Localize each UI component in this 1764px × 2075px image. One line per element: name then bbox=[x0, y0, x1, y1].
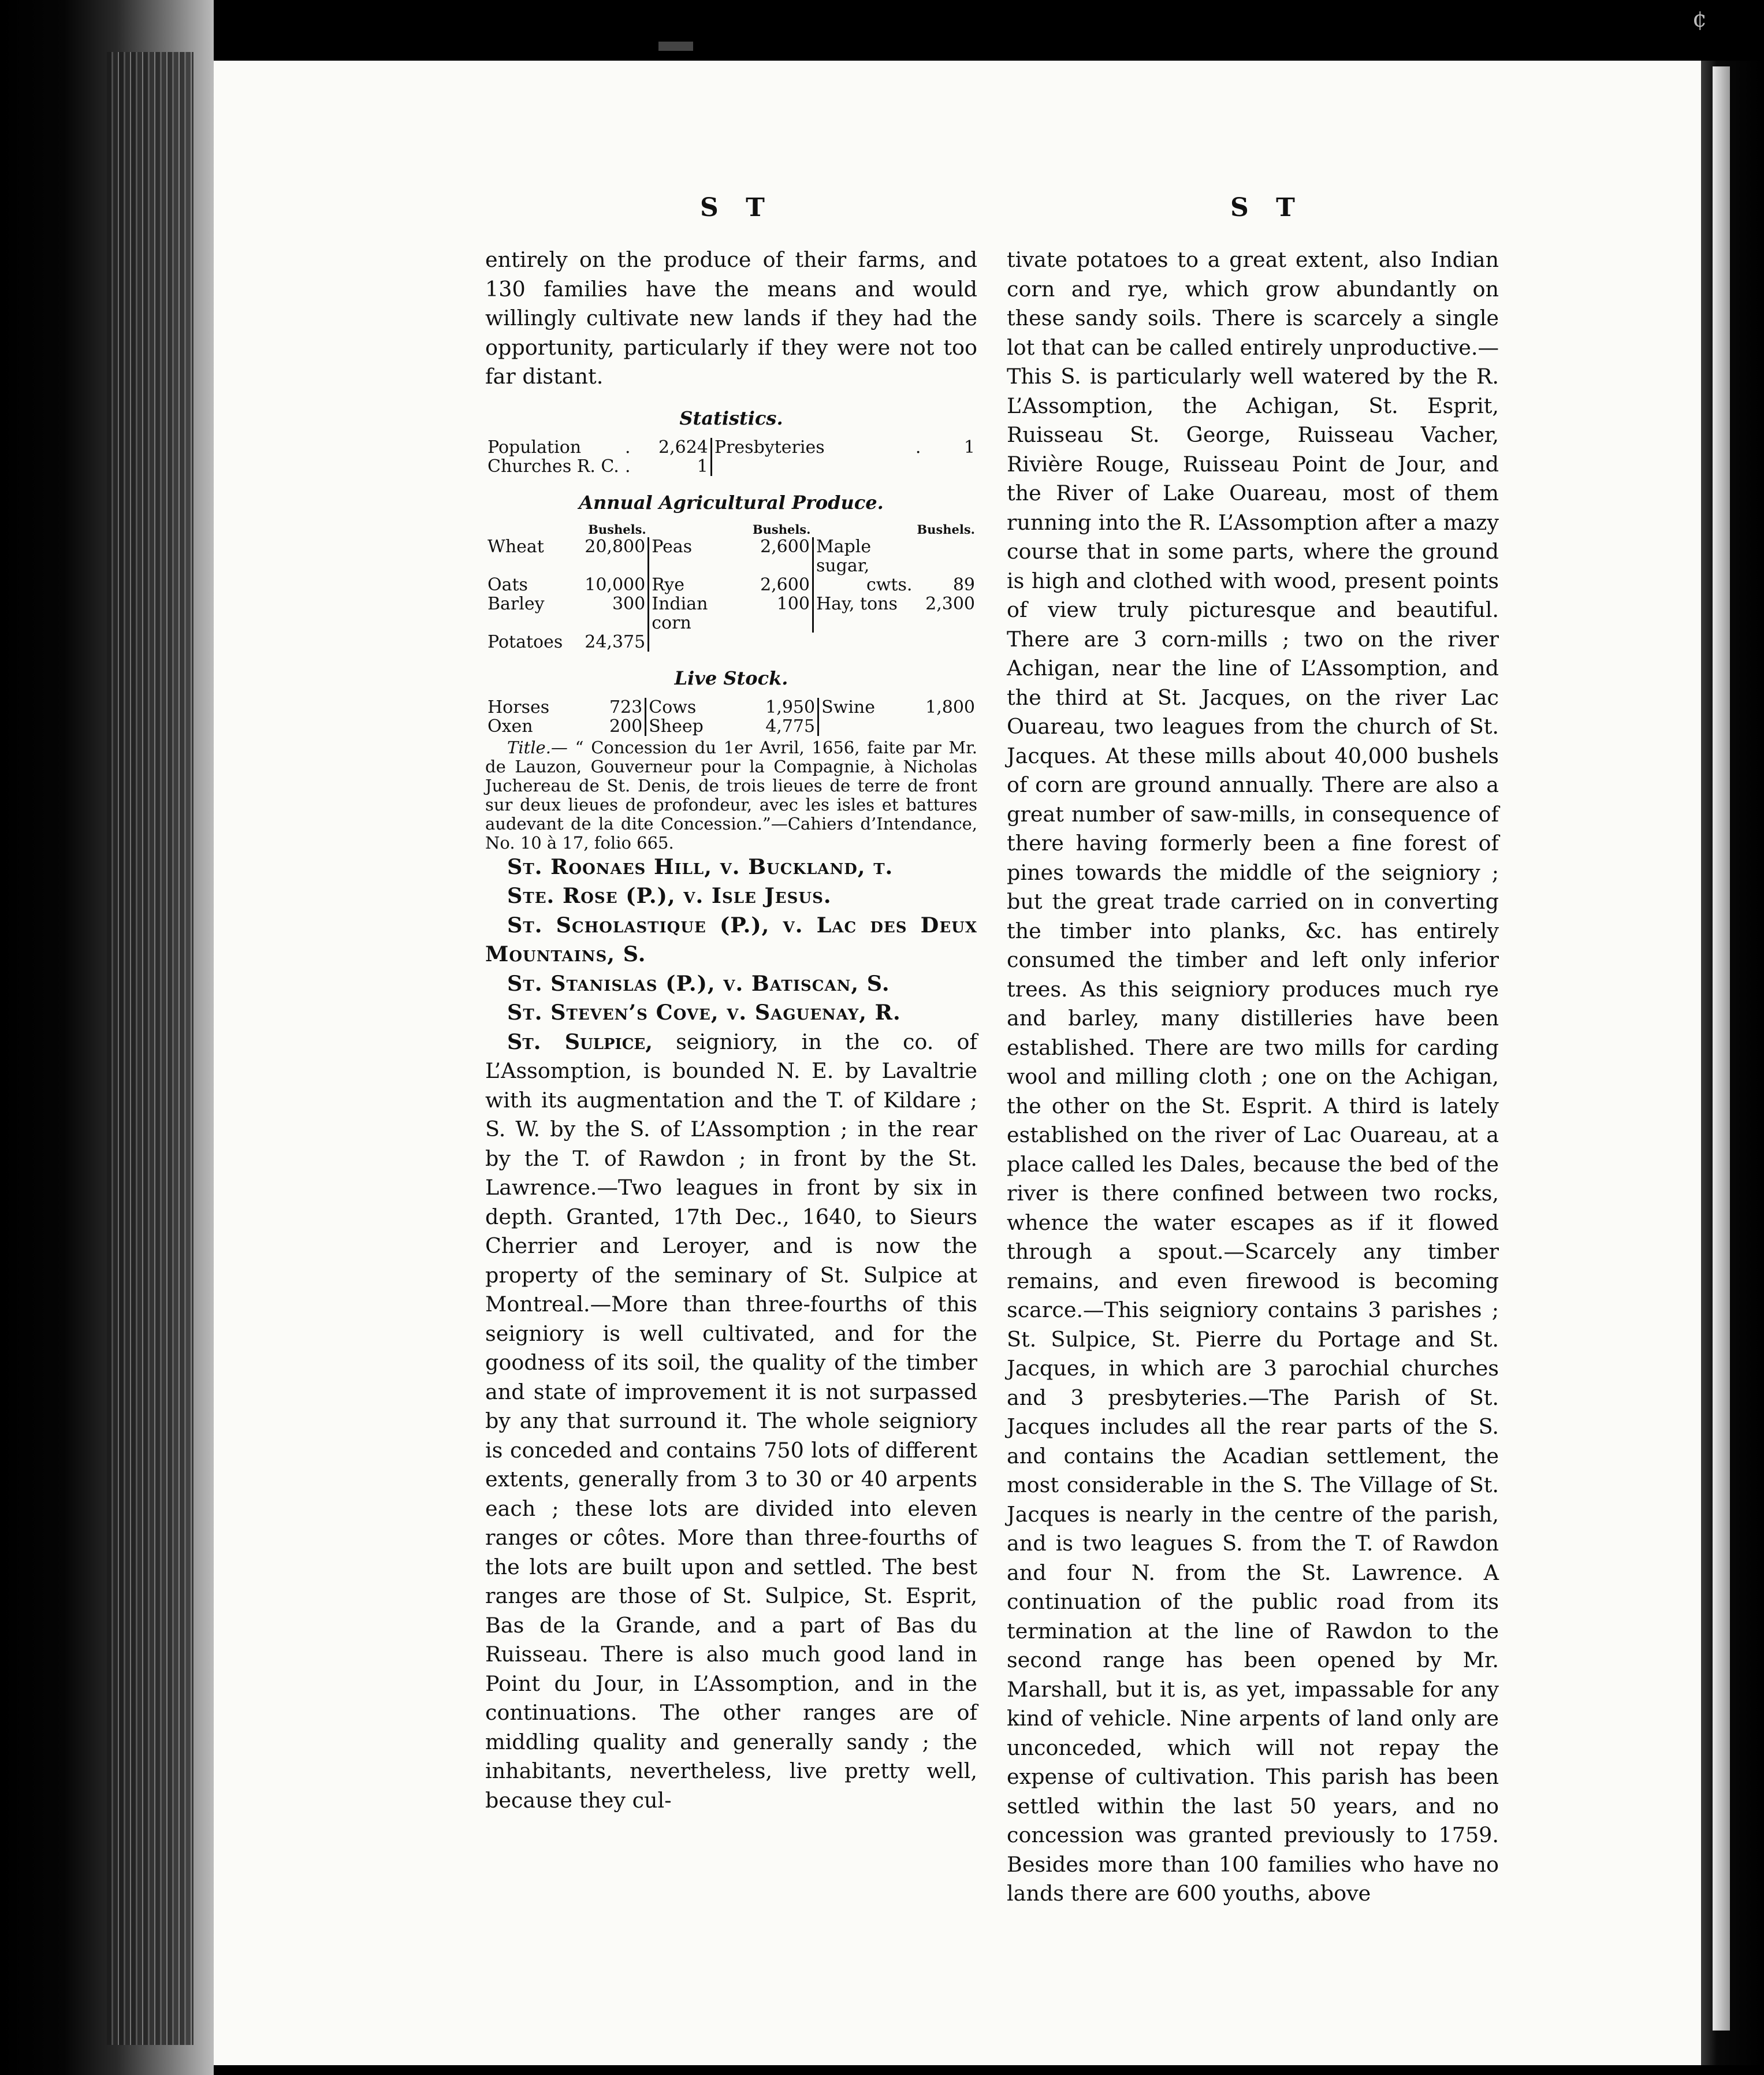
title-note-lead: Title.— bbox=[507, 737, 568, 757]
running-head-right: S T bbox=[1230, 193, 1304, 222]
stat-value: 1 bbox=[963, 437, 975, 458]
stat-label: Presbyteries bbox=[711, 438, 913, 457]
table-row: Horses 723 Cows 1,950 Swine 1,800 bbox=[487, 697, 975, 717]
scan-top-border bbox=[0, 0, 1764, 61]
running-head-left: S T bbox=[700, 193, 774, 222]
entry-head: St. Sulpice, bbox=[507, 1029, 653, 1054]
stat-value: 2,624 bbox=[658, 437, 708, 458]
left-column bbox=[485, 246, 977, 1815]
entry-body: seigniory, in the co. of L’Assomption, is bounded N. E. by Lavaltrie with its augmentation and the T. of Kildare ; S. W. by the S. of L’Assomption ; in the rear by the T. of Rawdon ; in front by the St. Lawrence.—Two leagues in front by six in depth. Granted, 17th Dec., 1640, to Sieurs Cherrier and Leroyer, and is now the property of the seminary of St. Sulpice at Montreal.—More than three-fourths of this seigniory is well cultivated, and for the goodness of its soil, the quality of the timber and state of improvement it is not surpassed by any that surround it. The whole seigniory is conceded and contains 750 lots of different extents, generally from 3 to 30 or 40 arpents each ; these lots are divided into eleven ranges or côtes. More than three-fourths of the lots are built upon and settled. The best ranges are those of St. Sulpice, St. Esprit, Bas de la Grande, and a part of Bas du Ruisseau. There is also much good land in Point du Jour, in L’Assomption, and in the continuations. The other ranges are of middling quality and generally sandy ; the inhabitants, nevertheless, live pretty well, because they cul- bbox=[485, 1029, 978, 1813]
st-sulpice-entry bbox=[485, 1028, 977, 1816]
statistics-table: Population . 2,624 Presbyteries . 1 Churches R. C. . 1 bbox=[485, 438, 977, 476]
book-spine-edges bbox=[107, 52, 193, 2045]
scan-mark bbox=[658, 42, 693, 51]
right-body: tivate potatoes to a great extent, also Indian corn and rye, which grow abundantly on these sandy soils. There is scarcely a single lot that can be called entirely unproductive.—This S. is particularly well watered by the R. L’Assomption, the Achigan, St. Esprit, Ruisseau St. George, Ruisseau Vacher, Rivière Rouge, Ruisseau Point de Jour, and the River of Lake Ouareau, most of them running into the R. L’Assomption after a mazy course that in some parts, where the ground is high and clothed with wood, present points of view truly picturesque and beautiful. There are 3 corn-mills ; two on the river Achigan, near the line of L’Assomption, and the third at St. Jacques, on the river Lac Ouareau, two leagues from the church of St. Jacques. At these mills about 40,000 bushels of corn are ground annually. There are also a great number of saw-mills, in consequence of there having formerly been a fine forest of pines towards the middle of the seigniory ; but the great trade carried on in converting the timber into planks, &c. has entirely consumed the timber and left only inferior trees. As this seigniory produces much rye and barley, many distilleries have been established. There are two mills for carding wool and milling cloth ; one on the Achigan, the other on the St. Esprit. A third is lately established on the river of Lac Ouareau, at a place called les Dales, because the bed of the river is there confined between two rocks, whence the water escapes as if it flowed through a spout.—Scarcely any timber remains, and even firewood is becoming scarce.—This seigniory contains 3 parishes ; St. Sulpice, St. Pierre du Portage and St. Jacques, in which are 3 parochial churches and 3 presbyteries.—The Parish of St. Jacques includes all the rear parts of the S. and contains the Acadian settlement, the most considerable in the S. The Village of St. Jacques is nearly in the centre of the parish, and is two leagues S. from the T. of Rawdon and four N. from the St. Lawrence. A continuation of the public road from its termination at the line of Rawdon to the second range has been opened by Mr. Marshall, but it is, as yet, impassable for any kind of vehicle. Nine arpents of land only are unconceded, which will not repay the expense of cultivation. This parish has been settled within the last 50 years, and no concession was granted previously to 1759. Besides more than 100 families who have no lands there are 600 youths, above bbox=[1007, 247, 1499, 1906]
list-item: St. Stanislas (P.), v. Batiscan, S. bbox=[507, 970, 890, 996]
intro-paragraph: entirely on the produce of their farms, and 130 families have the means and would willingly cultivate new lands if they had the opportunity, particularly if they were not too far distant. bbox=[485, 247, 977, 389]
right-column bbox=[1007, 246, 1499, 1909]
table-row: Wheat 20,800 Peas 2,600 Maple sugar, bbox=[485, 537, 977, 575]
produce-heading: Annual Agricultural Produce. bbox=[579, 491, 884, 514]
scan-corner-mark: ¢ bbox=[1692, 6, 1707, 32]
table-row: Potatoes 24,375 bbox=[485, 633, 977, 652]
list-item: St. Scholastique (P.), v. Lac des Deux Mountains, S. bbox=[485, 912, 977, 966]
table-row: Barley 300 Indian corn 100 Hay, tons 2,300 bbox=[487, 593, 975, 633]
list-item: St. Roonaes Hill, v. Buckland, t. bbox=[507, 854, 894, 879]
list-item: St. Steven’s Cove, v. Saguenay, R. bbox=[507, 1000, 901, 1025]
produce-table bbox=[485, 522, 977, 652]
unit-header: Bushels. bbox=[752, 522, 811, 537]
facing-page-edge bbox=[1701, 61, 1764, 2065]
stat-label: Churches R. C. bbox=[487, 456, 619, 477]
statistics-heading: Statistics. bbox=[679, 407, 783, 429]
unit-header: Bushels. bbox=[588, 522, 646, 537]
title-note bbox=[485, 738, 977, 853]
unit-header: Bushels. bbox=[917, 522, 975, 537]
stat-value: 1 bbox=[697, 456, 708, 477]
stat-label: Population bbox=[487, 437, 582, 458]
livestock-table bbox=[485, 698, 977, 736]
livestock-heading: Live Stock. bbox=[674, 667, 788, 689]
list-item: Ste. Rose (P.), v. Isle Jesus. bbox=[507, 883, 832, 908]
title-note-text: “ Concession du 1er Avril, 1656, faite par Mr. de Lauzon, Gouverneur pour la Compagnie, à Nicholas Juchereau de St. Denis, de trois lieues de terre de front sur deux lieues de profondeur, avec les isles et battures audevant de la dite Concession.”—Cahiers d’Intendance, No. 10 à 17, folio 665. bbox=[485, 737, 978, 853]
table-row: Oats 10,000 Rye 2,600 cwts. 89 bbox=[487, 574, 975, 595]
table-row: Oxen 200 Sheep 4,775 bbox=[485, 717, 977, 736]
